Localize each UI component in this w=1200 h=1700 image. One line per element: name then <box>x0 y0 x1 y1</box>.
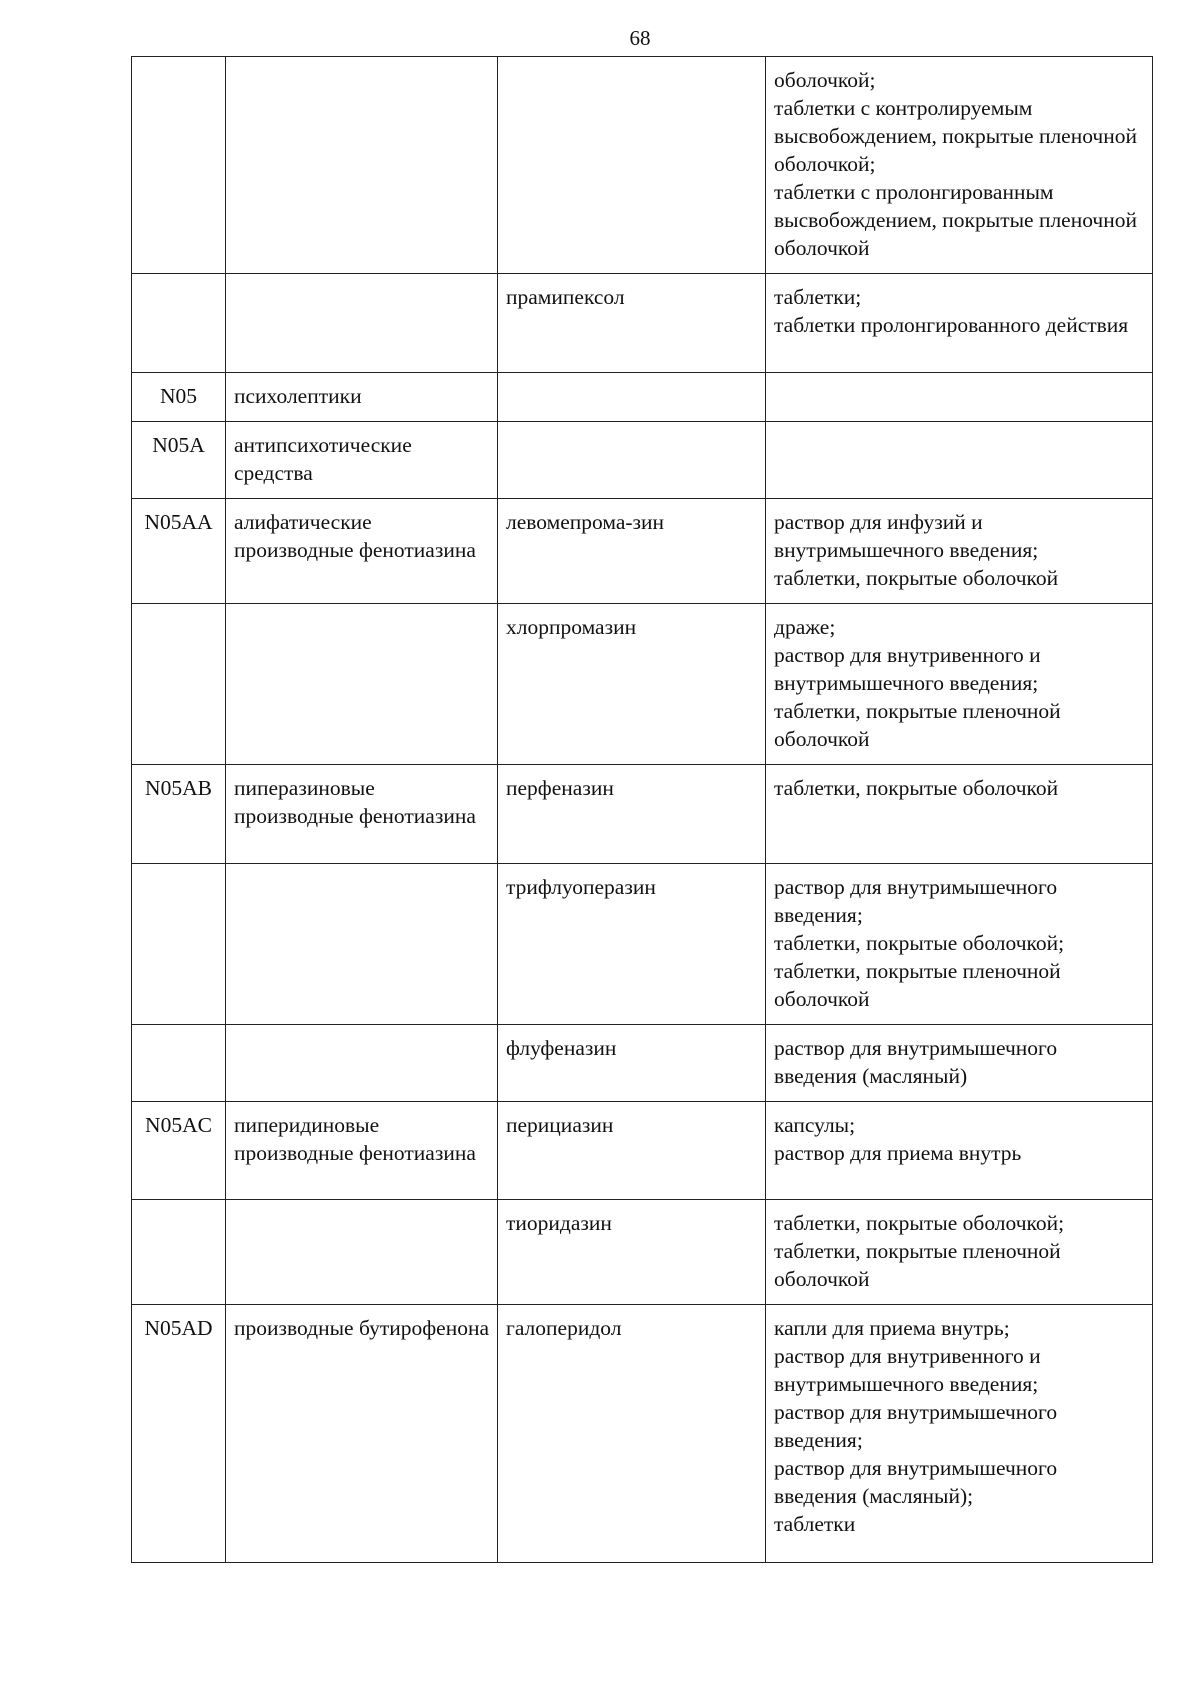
table-row <box>132 1305 1153 1563</box>
group-name-cell: производные бутирофенона <box>226 1305 498 1563</box>
medication-table <box>131 56 1153 1563</box>
drug-name-cell: трифлуоперазин <box>498 864 766 1025</box>
table-row <box>132 499 1153 604</box>
atc-code-cell <box>132 864 226 1025</box>
drug-name-cell: перициазин <box>498 1102 766 1200</box>
group-name-cell <box>226 1200 498 1305</box>
table-row <box>132 57 1153 274</box>
drug-name-cell: тиоридазин <box>498 1200 766 1305</box>
atc-code-cell: N05AA <box>132 499 226 604</box>
group-name-cell: антипсихотические средства <box>226 422 498 499</box>
atc-code-cell: N05AC <box>132 1102 226 1200</box>
drug-name-cell: перфеназин <box>498 765 766 864</box>
group-name-cell: пиперидиновые производные фенотиазина <box>226 1102 498 1200</box>
drug-name-cell: прамипексол <box>498 274 766 373</box>
table-body <box>132 57 1153 1563</box>
table-row <box>132 765 1153 864</box>
dosage-form-cell: раствор для инфузий и внутримышечного введения; таблетки, покрытые оболочкой <box>766 499 1153 604</box>
drug-name-cell <box>498 422 766 499</box>
table-row <box>132 1025 1153 1102</box>
dosage-form-cell: раствор для внутримышечного введения; таблетки, покрытые оболочкой; таблетки, покрытые пленочной оболочкой <box>766 864 1153 1025</box>
group-name-cell: психолептики <box>226 373 498 422</box>
dosage-form-cell: таблетки, покрытые оболочкой; таблетки, покрытые пленочной оболочкой <box>766 1200 1153 1305</box>
atc-code-cell <box>132 274 226 373</box>
dosage-form-cell: капсулы; раствор для приема внутрь <box>766 1102 1153 1200</box>
atc-code-cell: N05A <box>132 422 226 499</box>
atc-code-cell <box>132 57 226 274</box>
table-row <box>132 1200 1153 1305</box>
atc-code-cell <box>132 1025 226 1102</box>
atc-code-cell: N05AD <box>132 1305 226 1563</box>
dosage-form-cell <box>766 373 1153 422</box>
atc-code-cell: N05 <box>132 373 226 422</box>
drug-name-cell <box>498 57 766 274</box>
group-name-cell: алифатические производные фенотиазина <box>226 499 498 604</box>
group-name-cell <box>226 1025 498 1102</box>
table-row <box>132 604 1153 765</box>
dosage-form-cell: капли для приема внутрь; раствор для внутривенного и внутримышечного введения; раствор для внутримышечного введения; раствор для внутримышечного введения (масляный); таблетки <box>766 1305 1153 1563</box>
dosage-form-cell: драже; раствор для внутривенного и внутримышечного введения; таблетки, покрытые пленочной оболочкой <box>766 604 1153 765</box>
group-name-cell: пиперазиновые производные фенотиазина <box>226 765 498 864</box>
page-number: 68 <box>629 26 651 50</box>
group-name-cell <box>226 274 498 373</box>
atc-code-cell <box>132 1200 226 1305</box>
dosage-form-cell: таблетки, покрытые оболочкой <box>766 765 1153 864</box>
drug-name-cell <box>498 373 766 422</box>
group-name-cell <box>226 864 498 1025</box>
table-row <box>132 373 1153 422</box>
table-row <box>132 864 1153 1025</box>
group-name-cell <box>226 57 498 274</box>
table-row <box>132 1102 1153 1200</box>
table-row <box>132 274 1153 373</box>
dosage-form-cell: раствор для внутримышечного введения (масляный) <box>766 1025 1153 1102</box>
group-name-cell <box>226 604 498 765</box>
drug-name-cell: флуфеназин <box>498 1025 766 1102</box>
drug-name-cell: хлорпромазин <box>498 604 766 765</box>
dosage-form-cell: оболочкой; таблетки с контролируемым высвобождением, покрытые пленочной оболочкой; таблетки с пролонгированным высвобождением, покрытые пленочной оболочкой <box>766 57 1153 274</box>
dosage-form-cell <box>766 422 1153 499</box>
atc-code-cell <box>132 604 226 765</box>
atc-code-cell: N05AB <box>132 765 226 864</box>
dosage-form-cell: таблетки; таблетки пролонгированного действия <box>766 274 1153 373</box>
drug-name-cell: левомепрома-зин <box>498 499 766 604</box>
table-row <box>132 422 1153 499</box>
drug-name-cell: галоперидол <box>498 1305 766 1563</box>
